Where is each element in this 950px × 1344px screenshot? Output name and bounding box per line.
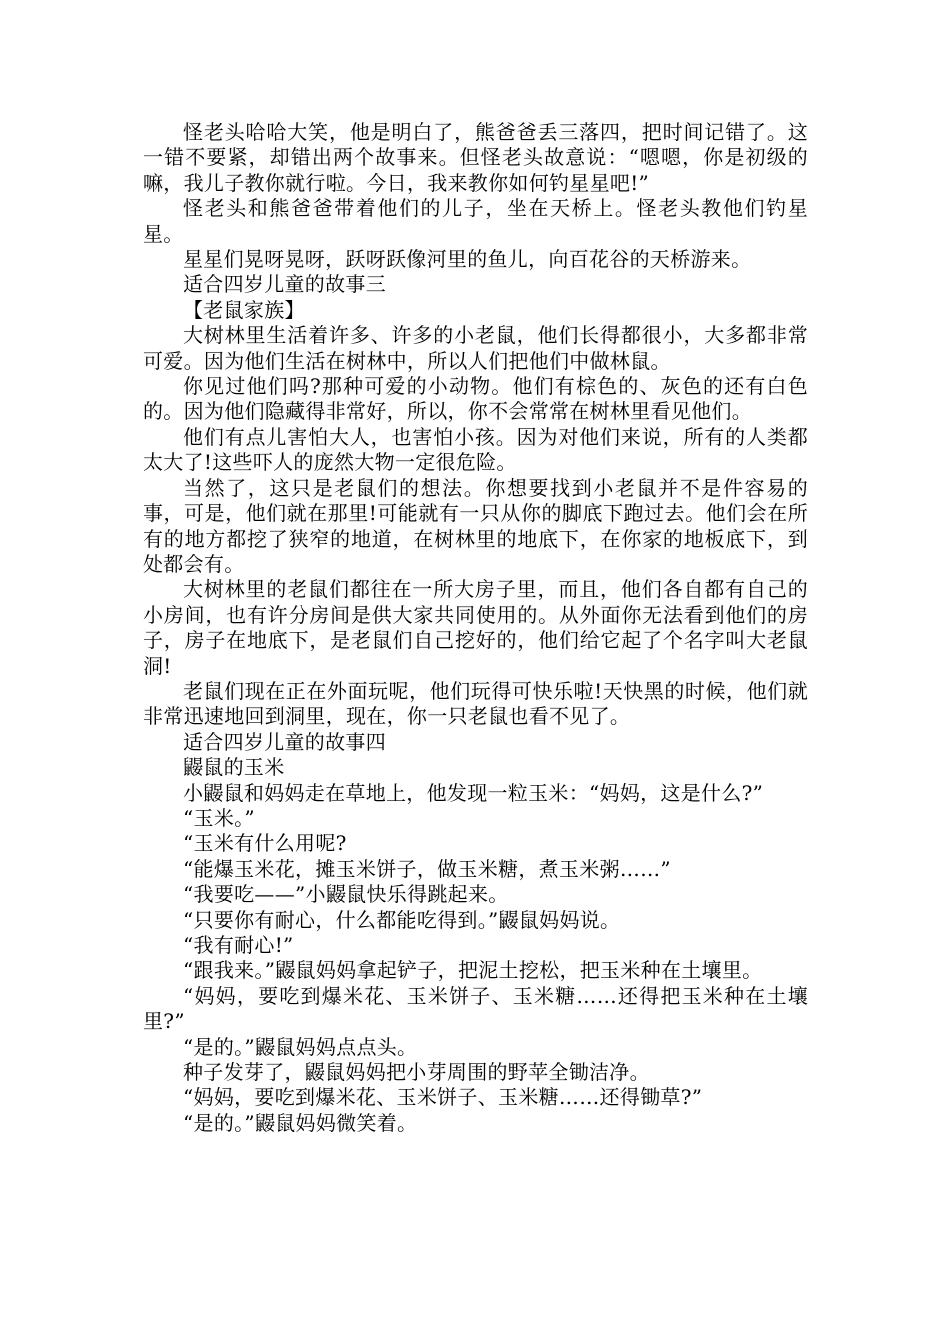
dialogue-line: “玉米有什么用呢? [183,831,347,856]
paragraph: 星星们晃呀晃呀，跃呀跃像河里的鱼儿，向百花谷的天桥游来。 [183,247,752,272]
paragraph: 种子发芽了，鼹鼠妈妈把小芽周围的野苹全锄洁净。 [183,1060,650,1085]
section-heading: 适合四岁儿童的故事三 [183,272,386,297]
dialogue-line: “跟我来。”鼹鼠妈妈拿起铲子，把泥土挖松，把玉米种在土壤里。 [183,958,763,983]
story-title: 【老鼠家族】 [183,297,305,322]
dialogue-line: “只要你有耐心，什么都能吃得到。”鼹鼠妈妈说。 [183,907,621,932]
paragraph: 怪老头哈哈大笑，他是明白了，熊爸爸丢三落四，把时间记错了。这一错不要紧，却错出两个故事来。但怪老头故意说：“嗯嗯，你是初级的嘛，我儿子教你就行啦。今日，我来教你如何钓星星吧!” [143,120,808,195]
dialogue-line: “玉米。” [183,805,255,830]
paragraph: 小鼹鼠和妈妈走在草地上，他发现一粒玉米：“妈妈，这是什么?” [183,780,764,805]
paragraph: 大树林里生活着许多、许多的小老鼠，他们长得都很小，大多都非常可爱。因为他们生活在树林中，所以人们把他们中做林鼠。 [143,323,808,373]
dialogue-line: “妈妈，要吃到爆米花、玉米饼子、玉米糖……还得锄草?” [183,1085,703,1110]
paragraph: 当然了，这只是老鼠们的想法。你想要找到小老鼠并不是件容易的事，可是，他们就在那里!可能就有一只从你的脚底下跑过去。他们会在所有的地方都挖了狭窄的地道，在树林里的地底下，在你家的地板底下，到处都会有。 [143,475,808,576]
dialogue-line: “我有耐心!” [183,933,294,957]
paragraph: 你见过他们吗?那种可爱的小动物。他们有棕色的、灰色的还有白色的。因为他们隐藏得非常好，所以，你不会常常在树林里看见他们。 [143,374,808,424]
story-title: 鼹鼠的玉米 [183,755,285,780]
paragraph: 怪老头和熊爸爸带着他们的儿子，坐在天桥上。怪老头教他们钓星星。 [143,196,808,246]
paragraph: 大树林里的老鼠们都往在一所大房子里，而且，他们各自都有自己的小房间，也有许分房间是供大家共同使用的。从外面你无法看到他们的房子，房子在地底下，是老鼠们自己挖好的，他们给它起了个名字叫大老鼠洞! [143,577,808,678]
paragraph: 老鼠们现在正在外面玩呢，他们玩得可快乐啦!天快黑的时候，他们就非常迅速地回到洞里，现在，你一只老鼠也看不见了。 [143,678,808,729]
document-body [143,120,808,1136]
dialogue-line: “妈妈，要吃到爆米花、玉米饼子、玉米糖……还得把玉米种在土壤里?” [143,983,808,1034]
dialogue-line: “是的。”鼹鼠妈妈微笑着。 [183,1110,418,1135]
section-heading: 适合四岁儿童的故事四 [183,729,386,754]
paragraph: 他们有点儿害怕大人，也害怕小孩。因为对他们来说，所有的人类都太大了!这些吓人的庞然大物一定很危险。 [143,424,808,475]
dialogue-line: “能爆玉米花，摊玉米饼子，做玉米糖，煮玉米粥……” [183,856,671,881]
dialogue-line: “是的。”鼹鼠妈妈点点头。 [183,1034,418,1059]
dialogue-line: “我要吃——”小鼹鼠快乐得跳起来。 [183,882,509,907]
